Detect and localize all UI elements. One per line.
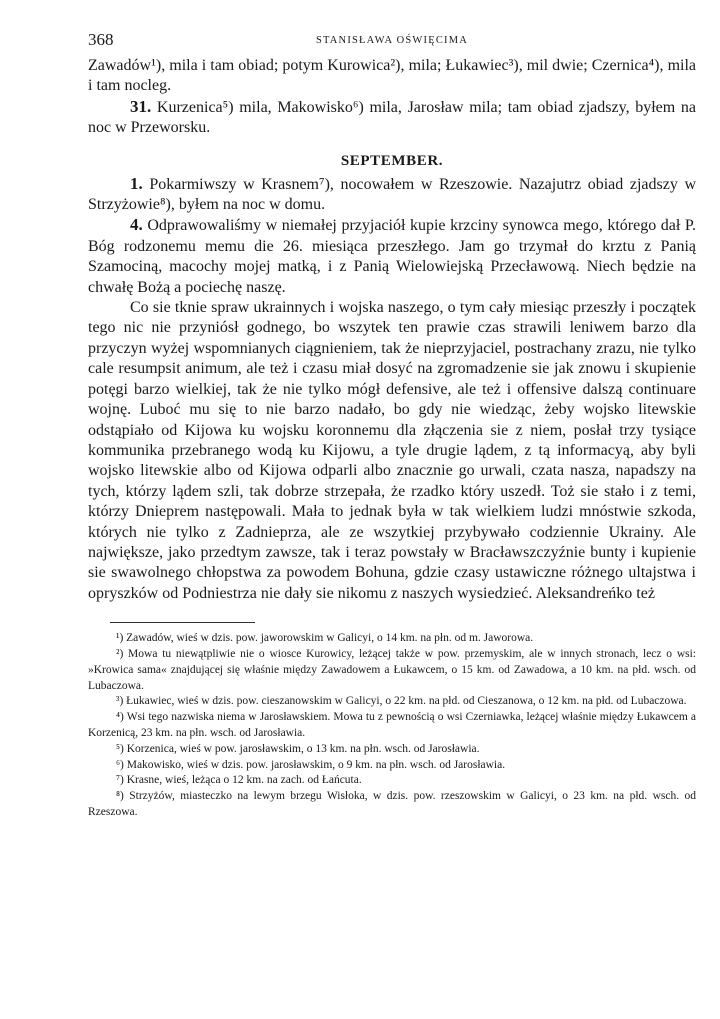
paragraph: Zawadów¹), mila i tam obiad; potym Kurowica²), mila; Łukawiec³), mil dwie; Czernica⁴), mila i tam nocleg. <box>88 57 696 95</box>
entry-text: Odprawowaliśmy w niemałej przyjaciół kupie krzciny synowca mego, którego dał P. Bóg rodzonemu memu die 26. miesiąca przeszłego. Jam go trzymał do krztu z Panią Szamociną, macochy mojej matką, i z Panią Wielowiejską Przecławową. Niech będzie na chwałę Bożą a pociechę naszę. <box>88 217 697 296</box>
footnotes <box>88 631 696 821</box>
entry-text: Kurzenica⁵) mila, Makowisko⁶) mila, Jarosław mila; tam obiad zjadszy, byłem na noc w Przeworsku. <box>88 98 696 137</box>
footnote: ²) Mowa tu niewątpliwie nie o wiosce Kurowicy, leżącej także w pow. przemyskim, ale w innych stronach, lecz o wsi: »Krowica sama« znajdującej się właśnie między Zawadowem a Łukawcem, o 15 km. od Zawadowa, a 10 km. na płd. wsch. od Lubaczowa. <box>88 647 696 692</box>
diary-entry <box>88 215 696 298</box>
footnote: ⁸) Strzyżów, miasteczko na lewym brzegu Wisłoka, w dzis. pow. rzeszowskim w Galicyi, o 23 km. na płd. wsch. od Rzeszowa. <box>88 790 696 818</box>
day-number: 1. <box>130 173 143 193</box>
footnote-rule <box>110 622 255 623</box>
diary-entry <box>88 97 696 139</box>
footnote: ⁵) Korzenica, wieś w pow. jarosławskim, o 13 km. na płn. wsch. od Jarosławia. <box>116 742 480 755</box>
body-text <box>88 56 696 604</box>
footnote: ⁷) Krasne, wieś, leżąca o 12 km. na zach. od Łańcuta. <box>116 774 362 787</box>
page-header <box>88 30 696 56</box>
footnote: ¹) Zawadów, wieś w dzis. pow. jaworowskim w Galicyi, o 14 km. na płn. od m. Jaworowa. <box>116 632 534 645</box>
day-number: 31. <box>130 96 152 116</box>
page-number: 368 <box>88 30 114 49</box>
running-head: STANISŁAWA OŚWIĘCIMA <box>315 35 469 46</box>
footnote: ³) Łukawiec, wieś w dzis. pow. cieszanowskim w Galicyi, o 22 km. na płd. od Cieszanowa, o 12 km. na płd. od Lubaczowa. <box>116 695 687 708</box>
footnote: ⁴) Wsi tego nazwiska niema w Jarosławskiem. Mowa tu z pewnością o wsi Czerniawka, leżącej właśnie między Łukawcem a Korzenicą, 23 km. na płn. wsch. od Jarosławia. <box>88 711 696 739</box>
book-page <box>88 30 696 821</box>
entry-text: Pokarmiwszy w Krasnem⁷), nocowałem w Rzeszowie. Nazajutrz obiad zjadszy w Strzyżowie⁸), byłem na noc w domu. <box>88 175 697 214</box>
month-heading: SEPTEMBER. <box>340 152 444 169</box>
day-number: 4. <box>130 215 143 235</box>
diary-entry <box>88 174 696 216</box>
paragraph: Co sie tknie spraw ukrainnych i wojska naszego, o tym cały miesiąc przeszły i początek tego nic nie przyniósł godnego, bo wszytek ten prawie czas strawili leniwem barzo dla przyczyn wyżej wspomnianych ciągnieniem, tak że nieprzyjaciel, postrachany zrazu, nie tylko cale resumpsit animum, ale też i czasu miał dosyć na zgromadzenie sie jak znowu i skupienie potęgi barzo wielkiej, tak że nie tylko mógł defensive, ale też i offensive dalszą continuare wojnę. Luboć mu się to nie barzo nadało, bo gdy nie wiedząc, żeby wojsko litewskie odstąpiało od Kijowa ku wojsku koronnemu dla złączenia sie z niem, posłał trzy tysiące kommunika przebranego wodą ku Kijowu, a tyle drugie lądem, z tą informacyą, aby byli wojsko litewskie albo od Kijowa odparli albo znacznie go urwali, czata nasza, napadszy na tych, którzy lądem szli, tak dobrze strzepała, że rzadko który uszedł. Toż sie stało i z temi, którzy Dnieprem następowali. Mała to jednak była w tak wielkiem ludzi mnóstwie szkoda, których nie tylko z Zadnieprza, ale ze wszytkiej przybywało codziennie Ukrainy. Ale największe, jako przedtym zawsze, tak i teraz powstały w Bracławszczyźnie bunty i kupienie sie swawolnego chłopstwa za powodem Bohuna, gdzie czasy ustawiczne różnego ultajstwa i opryszków od Podniestrza nie dały sie nikomu z naszych wysiedzieć. Aleksandreńko też <box>88 299 696 602</box>
footnote: ⁶) Makowisko, wieś w dzis. pow. jarosławskim, o 9 km. na płn. wsch. od Jarosławia. <box>116 758 506 771</box>
